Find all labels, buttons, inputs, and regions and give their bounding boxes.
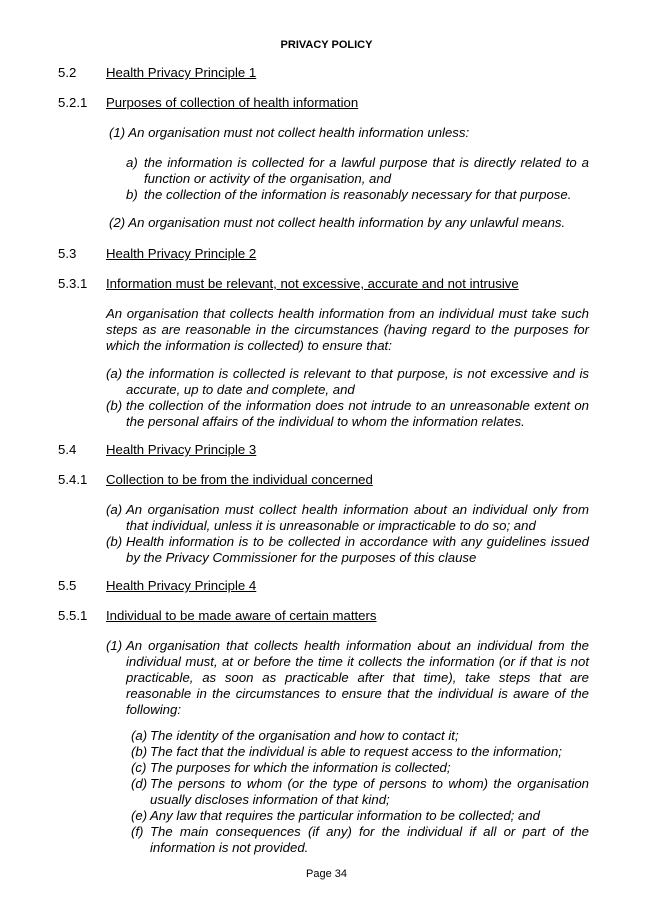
section-number: 5.2.1	[58, 95, 88, 110]
paragraph-5-2-1-2: (2) An organisation must not collect health information by any unlawful means.	[109, 215, 566, 230]
list-item-label: (f)	[131, 824, 144, 839]
section-number: 5.4	[58, 442, 77, 457]
section-title: Individual to be made aware of certain matters	[106, 608, 377, 623]
list-item-text: An organisation must collect health information about an individual only from that individual, unless it is unreasonable or impracticable to do so; and	[126, 502, 589, 533]
list-item	[131, 824, 589, 856]
list-item-text: the information is collected for a lawful purpose that is directly related to a function or activity of the organisation, and	[144, 155, 589, 186]
list-item-label: (a)	[106, 366, 123, 381]
list-5-3-1	[106, 366, 589, 430]
list-5-4-1	[106, 502, 589, 566]
list-item-text: The fact that the individual is able to request access to the information;	[150, 744, 562, 759]
list-item-label: (a)	[106, 502, 123, 517]
list-item-label: (b)	[106, 534, 123, 549]
section-number: 5.4.1	[58, 472, 88, 487]
list-item-label: (d)	[131, 776, 148, 791]
list-item-text: The main consequences (if any) for the individual if all or part of the information is not provided.	[150, 824, 589, 855]
paragraph-text: An organisation that collects health information about an individual from the individual must, at or before the time it collects the information (or if that is not practicable, as soon as practicable after that time), take steps that are reasonable in the circumstances to ensure that the individual is aware of the following:	[126, 638, 589, 717]
section-title: Purposes of collection of health information	[106, 95, 359, 110]
list-5-2-1	[126, 155, 589, 203]
page-header-title: PRIVACY POLICY	[280, 39, 373, 51]
list-item	[106, 534, 589, 566]
list-item-label: (b)	[106, 398, 123, 413]
list-item	[131, 776, 589, 808]
paragraph-label: (1)	[106, 638, 123, 653]
section-title: Information must be relevant, not excessive, accurate and not intrusive	[106, 276, 519, 291]
list-item-label: (c)	[131, 760, 147, 775]
section-title: Health Privacy Principle 2	[106, 246, 257, 261]
list-item-label: (e)	[131, 808, 148, 823]
paragraph-5-3-1-intro: An organisation that collects health information from an individual must take such steps as are reasonable in the circumstances (having regard to the purposes for which the information is collected) to ensure that:	[106, 306, 589, 353]
list-item-label: (b)	[131, 744, 148, 759]
section-title: Health Privacy Principle 1	[106, 65, 257, 80]
list-item	[131, 728, 589, 744]
numbered-paragraph	[106, 638, 589, 718]
list-item-label: (a)	[131, 728, 148, 743]
section-title: Health Privacy Principle 3	[106, 442, 257, 457]
section-number: 5.2	[58, 65, 77, 80]
list-item-text: The identity of the organisation and how to contact it;	[150, 728, 459, 743]
section-number: 5.5.1	[58, 608, 88, 623]
list-item	[131, 808, 589, 824]
list-item	[106, 366, 589, 398]
section-number: 5.3.1	[58, 276, 88, 291]
list-item	[131, 744, 589, 760]
page-number: Page 34	[306, 868, 347, 880]
section-title: Health Privacy Principle 4	[106, 578, 257, 593]
section-title: Collection to be from the individual concerned	[106, 472, 373, 487]
list-item-text: the information is collected is relevant to that purpose, is not excessive and is accurate, up to date and complete, and	[126, 366, 589, 397]
paragraph-5-2-1-1: (1) An organisation must not collect health information unless:	[109, 125, 470, 140]
list-item-text: the collection of the information does not intrude to an unreasonable extent on the personal affairs of the individual to whom the information relates.	[126, 398, 589, 429]
list-item-text: Any law that requires the particular information to be collected; and	[150, 808, 540, 823]
list-item-text: The persons to whom (or the type of persons to whom) the organisation usually discloses information of that kind;	[150, 776, 589, 807]
list-item	[106, 398, 589, 430]
section-number: 5.3	[58, 246, 77, 261]
list-5-5-1	[131, 728, 589, 856]
list-item-label: b)	[126, 187, 138, 202]
list-item	[131, 760, 589, 776]
list-item-label: a)	[126, 155, 138, 170]
list-item-text: the collection of the information is reasonably necessary for that purpose.	[144, 187, 572, 202]
list-item	[126, 187, 589, 203]
list-item	[126, 155, 589, 187]
paragraph-5-5-1-1	[106, 638, 589, 718]
section-number: 5.5	[58, 578, 77, 593]
list-item-text: The purposes for which the information is collected;	[150, 760, 451, 775]
list-item-text: Health information is to be collected in accordance with any guidelines issued by the Privacy Commissioner for the purposes of this clause	[126, 534, 589, 565]
list-item	[106, 502, 589, 534]
